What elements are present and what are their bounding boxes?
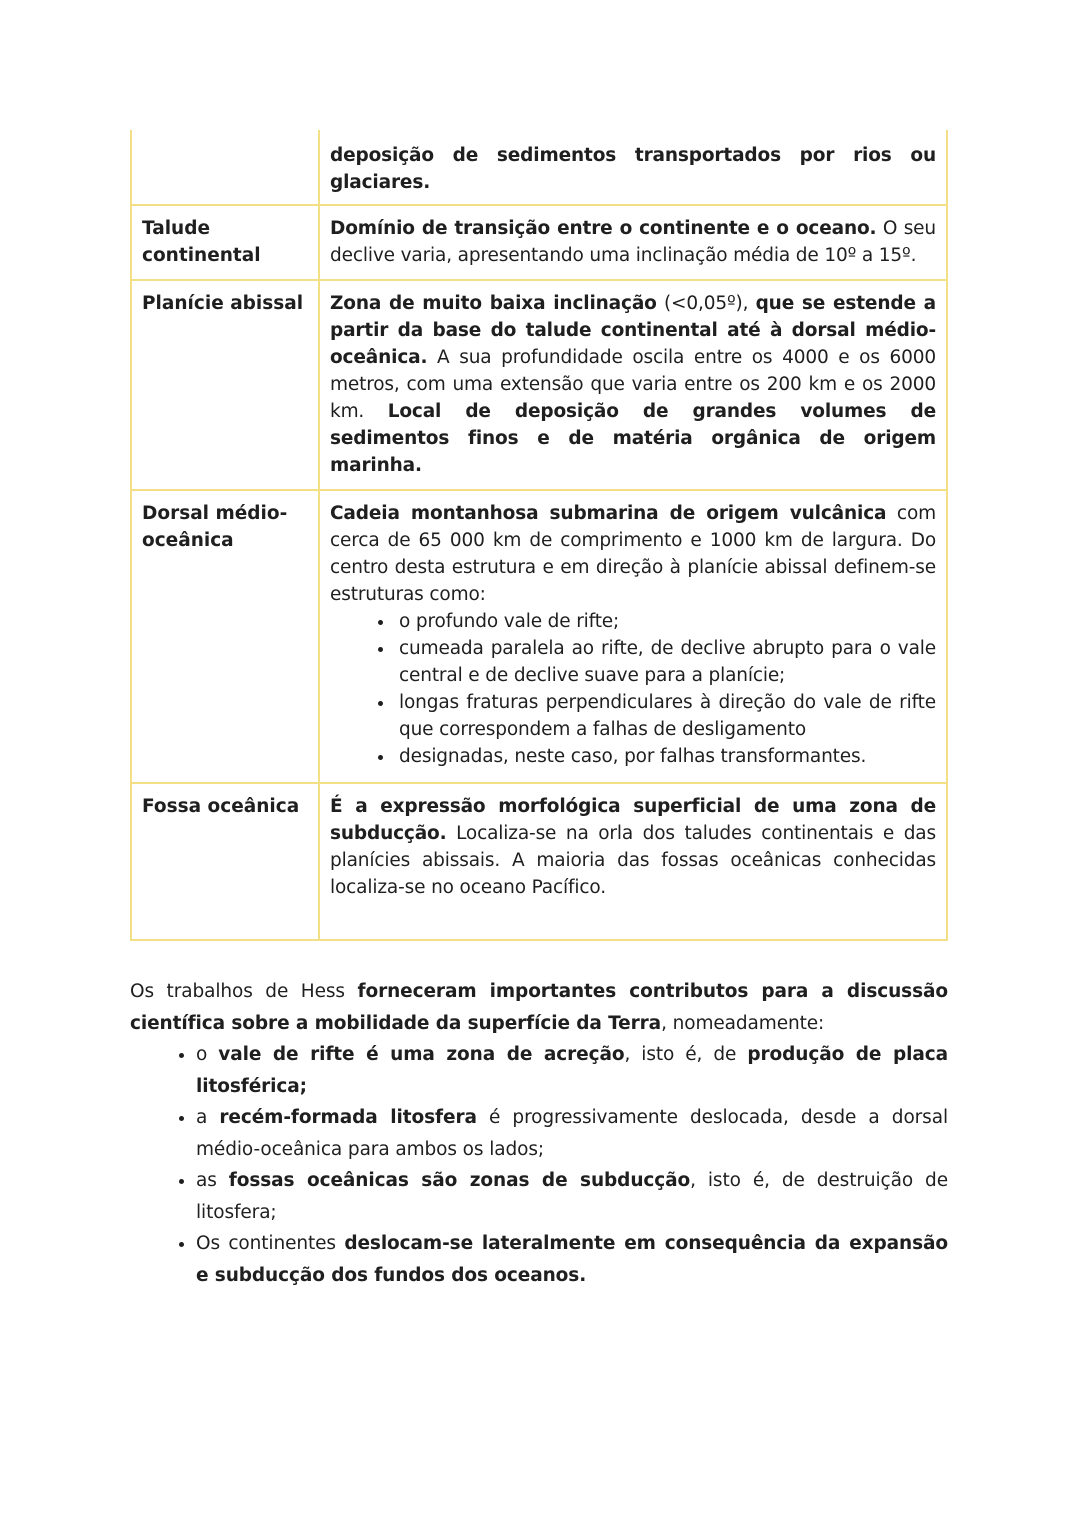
text-run: recém-formada litosfera xyxy=(219,1107,477,1128)
list-item: • cumeada paralela ao rifte, de declive abrupto para o vale central e de declive suave para a planície; xyxy=(395,635,936,689)
text-run: Os continentes xyxy=(196,1233,345,1254)
structure-list xyxy=(330,608,936,770)
text-run: Cadeia montanhosa submarina de origem vulcânica xyxy=(330,503,887,524)
text-run: a xyxy=(196,1107,220,1128)
table-row xyxy=(131,130,947,205)
text-run: vale de rifte é uma zona de acreção xyxy=(218,1044,625,1065)
summary-intro xyxy=(130,976,948,1039)
term-cell: Fossa oceânica xyxy=(131,783,319,940)
description-cell xyxy=(319,130,947,205)
text-run: É a expressão morfológica superficial de uma zona de subducção. xyxy=(330,796,936,844)
list-item xyxy=(196,1165,948,1228)
text-run: Zona de muito baixa inclinação xyxy=(330,293,657,314)
list-item xyxy=(196,1102,948,1165)
summary-list xyxy=(130,1039,948,1291)
description-cell xyxy=(319,783,947,940)
table-row xyxy=(131,490,947,783)
text-run: produção de placa litosférica; xyxy=(196,1044,948,1097)
text-run: A sua profundidade oscila entre os 4000 e os 6000 metros, com uma extensão que varia entre os 200 km e os 2000 km. xyxy=(330,347,936,422)
text-run: Os trabalhos de Hess xyxy=(130,981,358,1002)
text-run: , isto é, de destruição de litosfera; xyxy=(196,1170,948,1223)
text-run: que se estende a partir da base do talude continental até à dorsal médio-oceânica. xyxy=(330,293,936,368)
list-item: • longas fraturas perpendiculares à direção do vale de rifte que correspondem a falhas de desligamento xyxy=(395,689,936,743)
table-row xyxy=(131,205,947,280)
text-run: (<0,05º), xyxy=(656,293,756,314)
ocean-floor-table xyxy=(130,130,948,941)
text-run: , nomeadamente: xyxy=(661,1012,825,1034)
list-item: • designadas, neste caso, por falhas transformantes. xyxy=(395,743,936,770)
text-run: O seu declive varia, apresentando uma inclinação média de 10º a 15º. xyxy=(330,218,936,266)
text-run: é progressivamente deslocada, desde a dorsal médio-oceânica para ambos os lados; xyxy=(196,1107,948,1160)
text-run: deslocam-se lateralmente em consequência da expansão e subducção dos fundos dos oceanos. xyxy=(196,1233,948,1286)
text-run: Local de deposição de grandes volumes de sedimentos finos e de matéria orgânica de origem marinha. xyxy=(330,401,936,476)
description-cell xyxy=(319,490,947,783)
term-cell: Dorsal médio-oceânica xyxy=(131,490,319,783)
term-cell xyxy=(131,130,319,205)
text-run: as xyxy=(196,1170,229,1191)
description-cell xyxy=(319,205,947,280)
table-row xyxy=(131,783,947,940)
list-item xyxy=(196,1039,948,1102)
text-run: Localiza-se na orla dos taludes continentais e das planícies abissais. A maioria das fossas oceânicas conhecidas localiza-se no oceano Pacífico. xyxy=(330,823,936,898)
description-cell xyxy=(319,280,947,490)
text-run: fossas oceânicas são zonas de subducção xyxy=(228,1170,691,1191)
term-cell: Talude continental xyxy=(131,205,319,280)
text-run: o xyxy=(196,1044,219,1065)
text-run: com cerca de 65 000 km de comprimento e 1000 km de largura. Do centro desta estrutura e em direção à planície abissal definem-se estruturas como: xyxy=(330,503,936,605)
text-run: deposição de sedimentos transportados por rios ou glaciares. xyxy=(330,145,936,193)
list-item xyxy=(196,1228,948,1291)
text-run: , isto é, de xyxy=(624,1044,748,1065)
list-item: • o profundo vale de rifte; xyxy=(395,608,936,635)
table-row xyxy=(131,280,947,490)
term-cell: Planície abissal xyxy=(131,280,319,490)
text-run: forneceram importantes contributos para a discussão científica sobre a mobilidade da superfície da Terra xyxy=(130,981,948,1034)
text-run: Domínio de transição entre o continente e o oceano. xyxy=(330,218,877,239)
hess-summary xyxy=(130,976,948,1291)
